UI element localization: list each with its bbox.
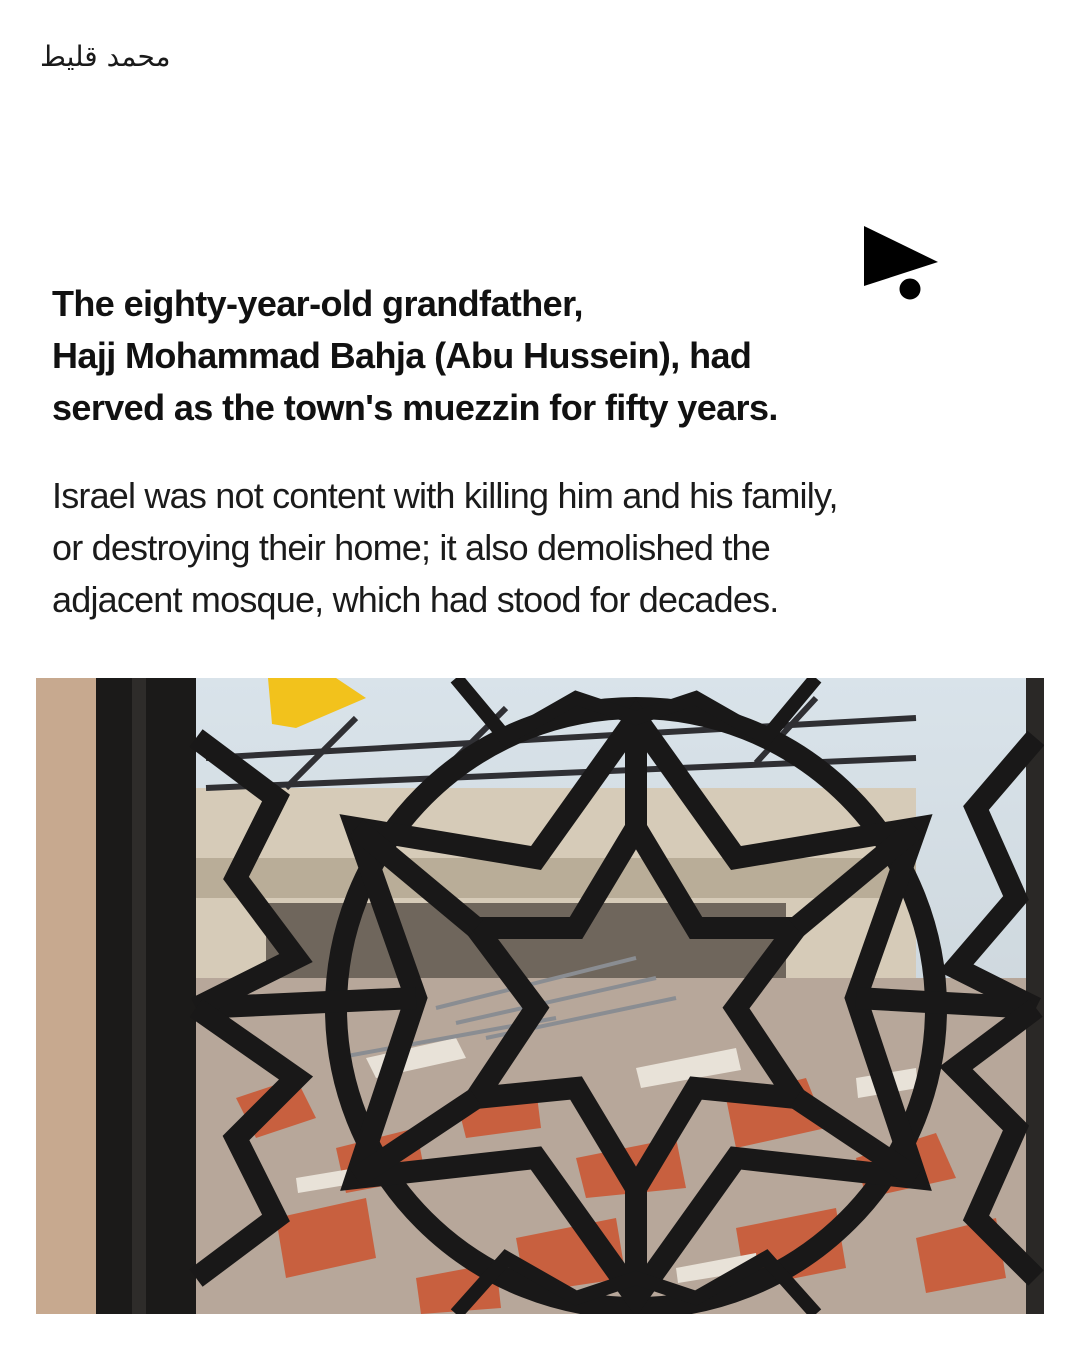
body-line: or destroying their home; it also demolished the <box>52 527 771 568</box>
headline <box>52 278 952 434</box>
author-name: محمد قليط <box>40 40 171 73</box>
headline-line: served as the town's muezzin for fifty years. <box>52 387 778 428</box>
body-paragraph <box>52 470 952 626</box>
body-line: adjacent mosque, which had stood for decades. <box>52 579 779 620</box>
headline-line: Hajj Mohammad Bahja (Abu Hussein), had <box>52 335 752 376</box>
mosque-rubble-photo <box>36 678 1044 1314</box>
headline-line: The eighty-year-old grandfather, <box>52 283 583 324</box>
body-line: Israel was not content with killing him and his family, <box>52 475 838 516</box>
